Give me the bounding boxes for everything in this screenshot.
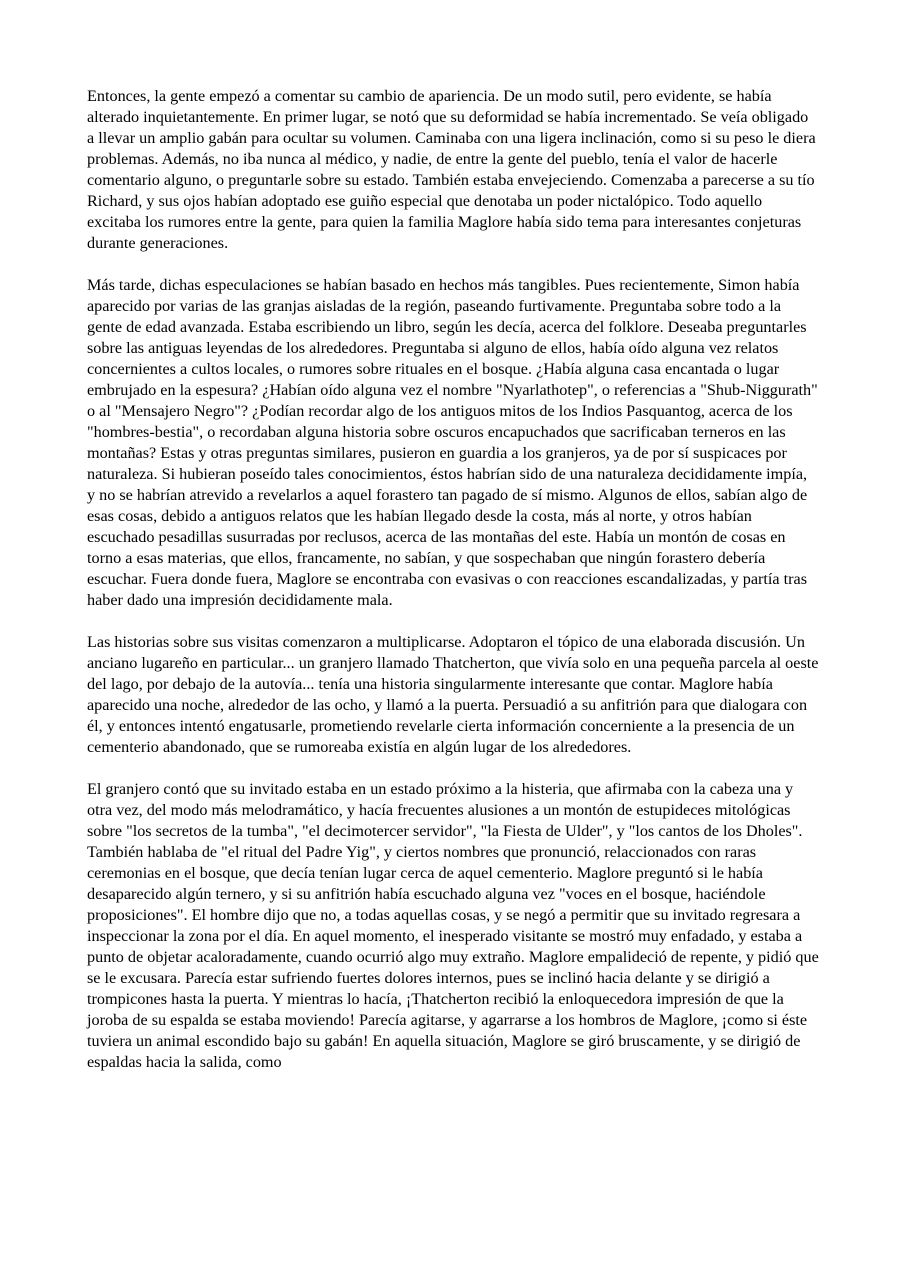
paragraph-3: Las historias sobre sus visitas comenzaron a multiplicarse. Adoptaron el tópico de una elaborada discusión. Un anciano lugareño en particular... un granjero llamado Thatcherton, que vivía solo en una pequeña parcela al oeste del lago, por debajo de la autovía... tenía una historia singularmente interesante que contar. Maglore había aparecido una noche, alrededor de las ocho, y llamó a la puerta. Persuadió a su anfitrión para que dialogara con él, y entonces intentó engatusarle, prometiendo revelarle cierta información concerniente a la presencia de un cementerio abandonado, que se rumoreaba existía en algún lugar de los alrededores. xyxy=(87,633,819,756)
document-page xyxy=(87,86,819,1094)
paragraph-4: El granjero contó que su invitado estaba en un estado próximo a la histeria, que afirmaba con la cabeza una y otra vez, del modo más melodramático, y hacía frecuentes alusiones a un montón de estupideces mitológicas sobre "los secretos de la tumba", "el decimotercer servidor", "la Fiesta de Ulder", y "los cantos de los Dholes". También hablaba de "el ritual del Padre Yig", y ciertos nombres que pronunció, relaccionados con raras ceremonias en el bosque, que decía tenían lugar cerca de aquel cementerio. Maglore preguntó si le había desaparecido algún ternero, y si su anfitrión había escuchado alguna vez "voces en el bosque, haciéndole proposiciones". El hombre dijo que no, a todas aquellas cosas, y se negó a permitir que su invitado regresara a inspeccionar la zona por el día. En aquel momento, el inesperado visitante se mostró muy enfadado, y estaba a punto de objetar acaloradamente, cuando ocurrió algo muy extraño. Maglore empalideció de repente, y pidió que se le excusara. Parecía estar sufriendo fuertes dolores internos, pues se inclinó hacia delante y se dirigió a trompicones hasta la puerta. Y mientras lo hacía, ¡Thatcherton recibió la enloquecedora impresión de que la joroba de su espalda se estaba moviendo! Parecía agitarse, y agarrarse a los hombros de Maglore, ¡como si éste tuviera un animal escondido bajo su gabán! En aquella situación, Maglore se giró bruscamente, y se dirigió de espaldas hacia la salida, como xyxy=(87,780,819,1071)
paragraph-1: Entonces, la gente empezó a comentar su cambio de apariencia. De un modo sutil, pero evidente, se había alterado inquietantemente. En primer lugar, se notó que su deformidad se había incrementado. Se veía obligado a llevar un amplio gabán para ocultar su volumen. Caminaba con una ligera inclinación, como si su peso le diera problemas. Además, no iba nunca al médico, y nadie, de entre la gente del pueblo, tenía el valor de hacerle comentario alguno, o preguntarle sobre su estado. También estaba envejeciendo. Comenzaba a parecerse a su tío Richard, y sus ojos habían adoptado ese guiño especial que denotaba un poder nictalópico. Todo aquello excitaba los rumores entre la gente, para quien la familia Maglore había sido tema para interesantes conjeturas durante generaciones. xyxy=(87,87,816,252)
paragraph-2: Más tarde, dichas especulaciones se habían basado en hechos más tangibles. Pues recientemente, Simon había aparecido por varias de las granjas aisladas de la región, paseando furtivamente. Preguntaba sobre todo a la gente de edad avanzada. Estaba escribiendo un libro, según les decía, acerca del folklore. Deseaba preguntarles sobre las antiguas leyendas de los alrededores. Preguntaba si alguno de ellos, había oído alguna vez relatos concernientes a cultos locales, o rumores sobre rituales en el bosque. ¿Había alguna casa encantada o lugar embrujado en la espesura? ¿Habían oído alguna vez el nombre "Nyarlathotep", o referencias a "Shub-Niggurath" o al "Mensajero Negro"? ¿Podían recordar algo de los antiguos mitos de los Indios Pasquantog, acerca de los "hombres-bestia", o recordaban alguna historia sobre oscuros encapuchados que sacrificaban terneros en las montañas? Estas y otras preguntas similares, pusieron en guardia a los granjeros, ya de por sí suspicaces por naturaleza. Si hubieran poseído tales conocimientos, éstos habrían sido de una naturaleza decididamente impía, y no se habrían atrevido a revelarlos a aquel forastero tan pagado de sí mismo. Algunos de ellos, sabían algo de esas cosas, debido a antiguos relatos que les habían llegado desde la costa, más al norte, y otros habían escuchado pesadillas susurradas por reclusos, acerca de las montañas del este. Había un montón de cosas en torno a esas materias, que ellos, francamente, no sabían, y que sospechaban que ningún forastero debería escuchar. Fuera donde fuera, Maglore se encontraba con evasivas o con reacciones escandalizadas, y partía tras haber dado una impresión decididamente mala. xyxy=(87,276,818,609)
